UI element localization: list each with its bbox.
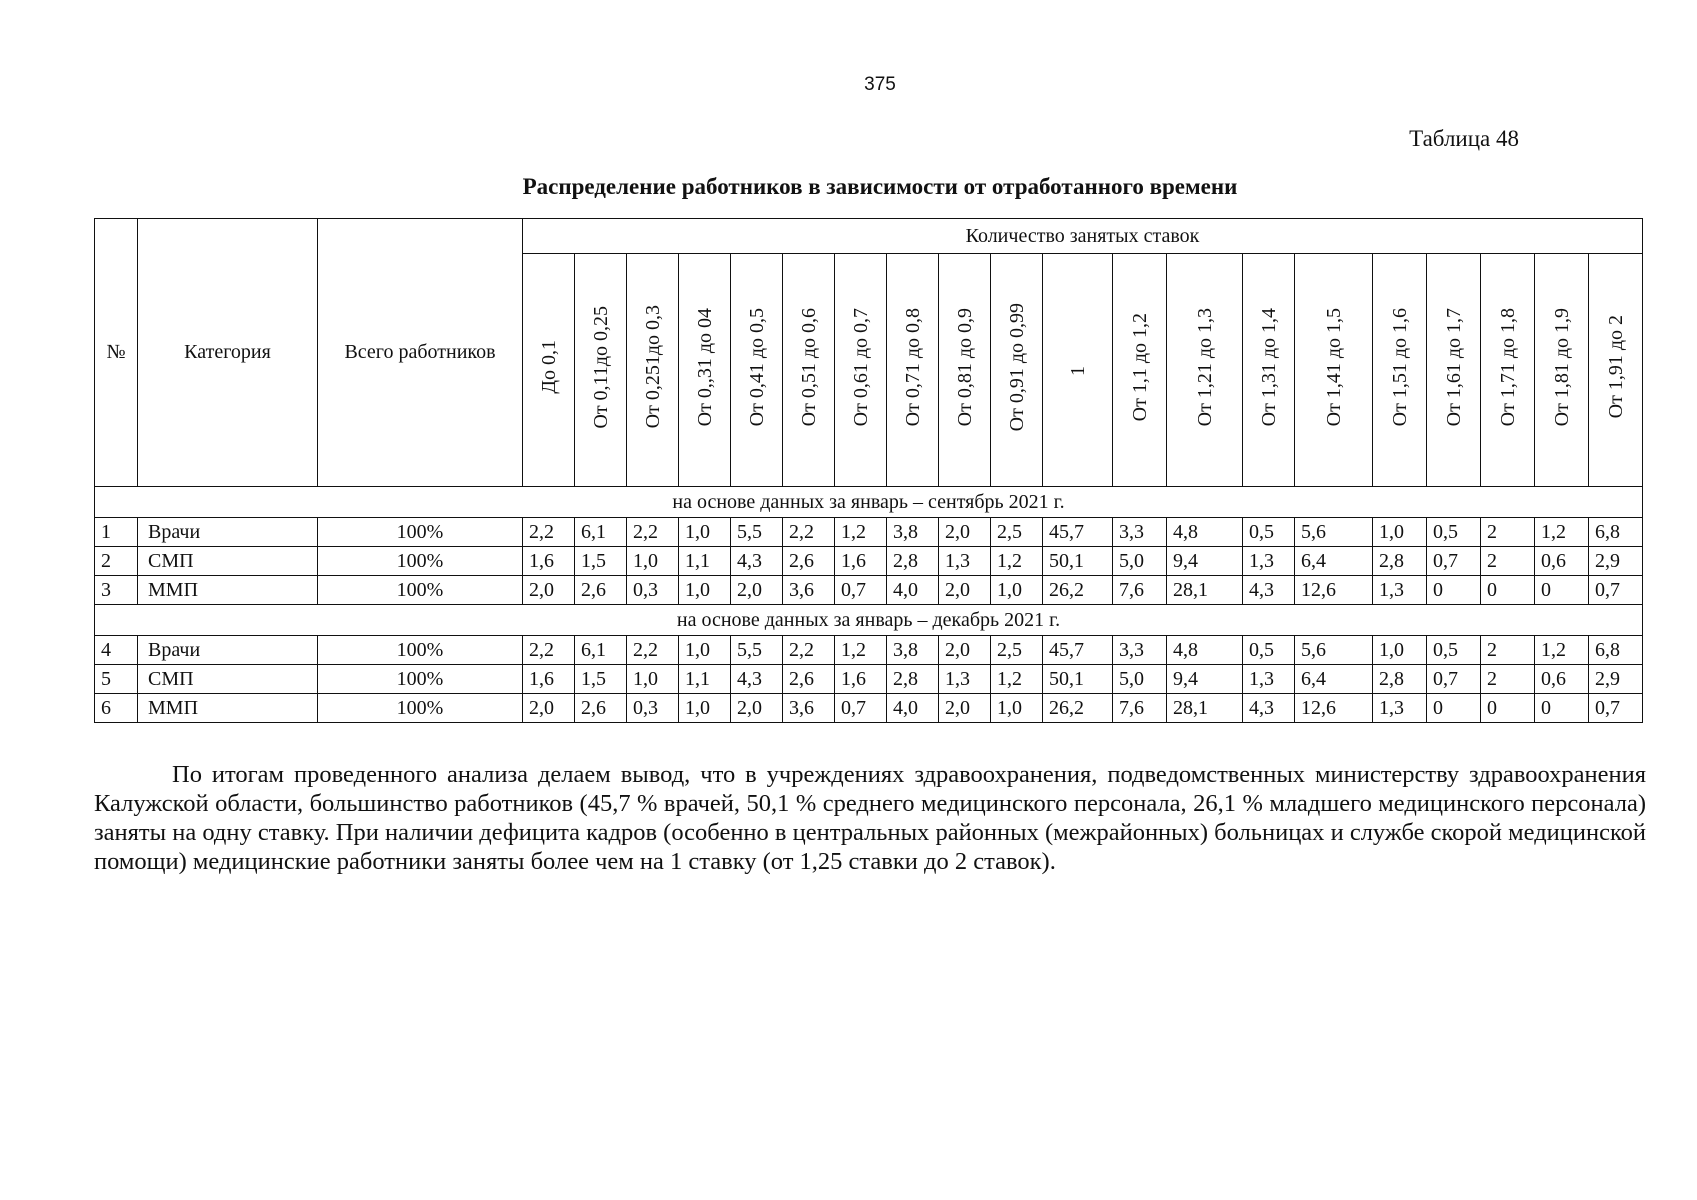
distribution-table [94,218,1643,723]
table-row [95,694,1643,723]
value-cell: 0,7 [1589,694,1643,723]
value-cell: 0 [1427,576,1481,605]
value-cell: 5,0 [1113,547,1167,576]
column-header [939,254,991,487]
table-row [95,576,1643,605]
section-label: на основе данных за январь – декабрь 2021 г. [95,605,1643,636]
value-cell: 4,3 [731,665,783,694]
column-header-label: До 0,1 [537,340,560,394]
value-cell: 2,0 [523,694,575,723]
value-cell: 0,5 [1427,518,1481,547]
value-cell: 0 [1481,576,1535,605]
value-cell: 6,4 [1295,547,1373,576]
value-cell: 3,6 [783,694,835,723]
column-header-label: От 0,51 до 0,6 [797,307,820,427]
column-header-label: От 1,1 до 1,2 [1128,312,1151,422]
value-cell: 3,8 [887,518,939,547]
value-cell: 2,6 [783,547,835,576]
value-cell: 6,8 [1589,636,1643,665]
value-cell: 2,8 [1373,665,1427,694]
column-header [1373,254,1427,487]
column-header-label: От 0,41 до 0,5 [745,307,768,427]
value-cell: 0,5 [1427,636,1481,665]
value-cell: 0 [1535,694,1589,723]
header-rate-count: Количество занятых ставок [523,219,1643,254]
table-body [95,487,1643,723]
value-cell: 6,8 [1589,518,1643,547]
value-cell: 4,3 [1243,576,1295,605]
value-cell: 1,0 [679,576,731,605]
column-header-label: От 0,,31 до 04 [693,307,716,427]
row-category: ММП [138,576,318,605]
value-cell: 7,6 [1113,576,1167,605]
value-cell: 1,0 [991,576,1043,605]
value-cell: 3,3 [1113,518,1167,547]
value-cell: 1,3 [1243,665,1295,694]
header-category: Категория [138,219,318,487]
value-cell: 1,0 [627,547,679,576]
value-cell: 0,7 [835,576,887,605]
value-cell: 1,3 [1373,576,1427,605]
row-total: 100% [318,518,523,547]
value-cell: 3,8 [887,636,939,665]
column-header-label: От 0,11до 0,25 [589,305,612,429]
table-row [95,547,1643,576]
value-cell: 1,6 [835,665,887,694]
value-cell: 2,0 [731,694,783,723]
value-cell: 0,5 [1243,518,1295,547]
column-header-label: От 0,61 до 0,7 [849,307,872,427]
row-category: Врачи [138,518,318,547]
column-header [1295,254,1373,487]
value-cell: 0,3 [627,576,679,605]
value-cell: 2,8 [887,665,939,694]
table-caption: Таблица 48 [1409,126,1519,151]
value-cell: 50,1 [1043,665,1113,694]
value-cell: 2,8 [887,547,939,576]
column-header-label: От 1,71 до 1,8 [1496,307,1519,427]
conclusion-paragraph: По итогам проведенного анализа делаем вывод, что в учреждениях здравоохранения, подведомственных министерству здравоохранения Калужской области, большинство работников (45,7 % врачей, 50,1 % среднего медицинского персонала, 26,1 % младшего медицинского персонала) заняты на одну ставку. При наличии дефицита кадров (особенно в центральных районных (межрайонных) больницах и службе скорой медицинской помощи) медицинские работники заняты более чем на 1 ставку (от 1,25 ставки до 2 ставок). [94,761,1646,875]
column-header [1167,254,1243,487]
value-cell: 5,6 [1295,518,1373,547]
value-cell: 0 [1427,694,1481,723]
value-cell: 1,1 [679,547,731,576]
row-total: 100% [318,576,523,605]
value-cell: 0,6 [1535,665,1589,694]
value-cell: 5,6 [1295,636,1373,665]
value-cell: 26,2 [1043,694,1113,723]
row-number: 3 [95,576,138,605]
value-cell: 2,6 [575,576,627,605]
row-number: 2 [95,547,138,576]
value-cell: 2,5 [991,518,1043,547]
value-cell: 1,3 [1243,547,1295,576]
value-cell: 2 [1481,665,1535,694]
column-header [523,254,575,487]
value-cell: 5,0 [1113,665,1167,694]
value-cell: 1,0 [679,518,731,547]
value-cell: 2,0 [939,518,991,547]
column-header [1535,254,1589,487]
value-cell: 1,3 [939,665,991,694]
value-cell: 0,7 [1589,576,1643,605]
column-header-label: 1 [1066,365,1089,376]
value-cell: 5,5 [731,636,783,665]
value-cell: 2,9 [1589,665,1643,694]
table-row [95,636,1643,665]
column-header-label: От 1,31 до 1,4 [1257,307,1280,427]
row-category: ММП [138,694,318,723]
value-cell: 2 [1481,518,1535,547]
value-cell: 2,0 [939,694,991,723]
column-header-label: От 1,81 до 1,9 [1550,307,1573,427]
value-cell: 1,0 [627,665,679,694]
column-header [1481,254,1535,487]
value-cell: 2,0 [731,576,783,605]
column-header-label: От 0,71 до 0,8 [901,307,924,427]
value-cell: 2,0 [523,576,575,605]
value-cell: 0,7 [835,694,887,723]
column-header [1589,254,1643,487]
page-number: 375 [864,74,896,95]
section-row [95,605,1643,636]
column-header [991,254,1043,487]
value-cell: 2,0 [939,636,991,665]
value-cell: 45,7 [1043,636,1113,665]
value-cell: 1,2 [991,665,1043,694]
value-cell: 2,2 [783,518,835,547]
value-cell: 7,6 [1113,694,1167,723]
value-cell: 1,2 [991,547,1043,576]
header-total-workers: Всего работников [318,219,523,487]
value-cell: 6,1 [575,636,627,665]
column-header-label: От 1,41 до 1,5 [1322,307,1345,427]
value-cell: 1,3 [939,547,991,576]
value-cell: 0,5 [1243,636,1295,665]
column-header [783,254,835,487]
value-cell: 2,2 [523,518,575,547]
value-cell: 0,6 [1535,547,1589,576]
column-header [627,254,679,487]
column-header [887,254,939,487]
column-header-label: От 1,61 до 1,7 [1442,307,1465,427]
value-cell: 1,3 [1373,694,1427,723]
value-cell: 1,5 [575,547,627,576]
value-cell: 12,6 [1295,694,1373,723]
column-header-label: От 1,51 до 1,6 [1388,307,1411,427]
value-cell: 1,2 [835,518,887,547]
value-cell: 4,3 [731,547,783,576]
value-cell: 0,7 [1427,547,1481,576]
column-header [835,254,887,487]
value-cell: 3,3 [1113,636,1167,665]
value-cell: 2,2 [783,636,835,665]
value-cell: 28,1 [1167,694,1243,723]
value-cell: 6,4 [1295,665,1373,694]
value-cell: 1,2 [835,636,887,665]
value-cell: 1,6 [523,665,575,694]
value-cell: 1,0 [679,636,731,665]
value-cell: 2,5 [991,636,1043,665]
section-row [95,487,1643,518]
row-total: 100% [318,547,523,576]
value-cell: 6,1 [575,518,627,547]
value-cell: 1,2 [1535,636,1589,665]
value-cell: 2 [1481,636,1535,665]
value-cell: 50,1 [1043,547,1113,576]
value-cell: 2,0 [939,576,991,605]
value-cell: 4,3 [1243,694,1295,723]
column-header [575,254,627,487]
value-cell: 4,0 [887,576,939,605]
table-row [95,665,1643,694]
value-cell: 2 [1481,547,1535,576]
value-cell: 4,8 [1167,636,1243,665]
value-cell: 2,2 [627,518,679,547]
column-header-label: От 1,91 до 2 [1604,315,1627,419]
column-header-label: От 0,251до 0,3 [641,305,664,429]
value-cell: 9,4 [1167,665,1243,694]
row-category: Врачи [138,636,318,665]
value-cell: 1,0 [991,694,1043,723]
column-header-label: От 0,91 до 0,99 [1005,302,1028,432]
value-cell: 1,5 [575,665,627,694]
column-header [1427,254,1481,487]
row-total: 100% [318,665,523,694]
row-number: 4 [95,636,138,665]
value-cell: 2,6 [575,694,627,723]
value-cell: 45,7 [1043,518,1113,547]
row-number: 6 [95,694,138,723]
value-cell: 3,6 [783,576,835,605]
value-cell: 1,1 [679,665,731,694]
value-cell: 0 [1481,694,1535,723]
value-cell: 0 [1535,576,1589,605]
row-number: 5 [95,665,138,694]
table-header [95,219,1643,487]
column-header [1113,254,1167,487]
value-cell: 26,2 [1043,576,1113,605]
value-cell: 1,6 [523,547,575,576]
value-cell: 5,5 [731,518,783,547]
column-header-label: От 1,21 до 1,3 [1193,307,1216,427]
table-title: Распределение работников в зависимости от отработанного времени [522,174,1238,199]
value-cell: 2,9 [1589,547,1643,576]
value-cell: 12,6 [1295,576,1373,605]
row-category: СМП [138,547,318,576]
value-cell: 28,1 [1167,576,1243,605]
value-cell: 9,4 [1167,547,1243,576]
column-header-label: От 0,81 до 0,9 [953,307,976,427]
value-cell: 0,7 [1427,665,1481,694]
row-total: 100% [318,636,523,665]
value-cell: 4,0 [887,694,939,723]
header-num: № [95,219,138,487]
row-total: 100% [318,694,523,723]
value-cell: 1,0 [1373,518,1427,547]
row-number: 1 [95,518,138,547]
value-cell: 4,8 [1167,518,1243,547]
value-cell: 1,6 [835,547,887,576]
value-cell: 2,8 [1373,547,1427,576]
table-row [95,518,1643,547]
value-cell: 2,6 [783,665,835,694]
value-cell: 0,3 [627,694,679,723]
column-header [731,254,783,487]
value-cell: 1,2 [1535,518,1589,547]
column-header [1043,254,1113,487]
column-header [1243,254,1295,487]
value-cell: 2,2 [523,636,575,665]
value-cell: 1,0 [679,694,731,723]
column-header [679,254,731,487]
row-category: СМП [138,665,318,694]
value-cell: 1,0 [1373,636,1427,665]
section-label: на основе данных за январь – сентябрь 2021 г. [95,487,1643,518]
value-cell: 2,2 [627,636,679,665]
